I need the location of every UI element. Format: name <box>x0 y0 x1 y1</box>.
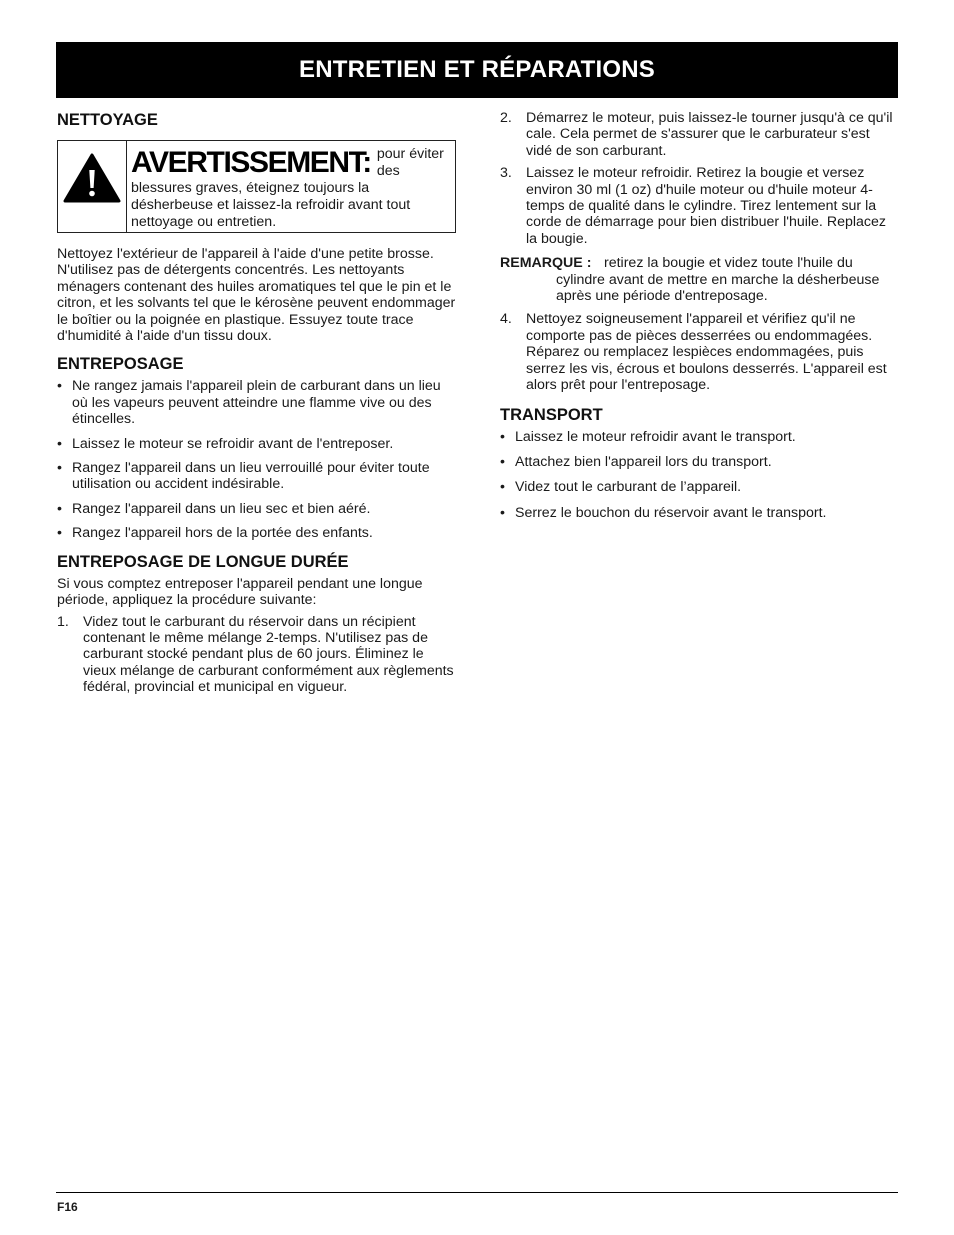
list-item: • Videz tout le carburant de l’appareil. <box>500 479 898 495</box>
footer-rule <box>56 1192 898 1193</box>
step-number: 3. <box>500 165 512 182</box>
step-number: 4. <box>500 311 512 328</box>
warning-text: pour éviter des blessures graves, éteignez toujours la désherbeuse et laissez-la refroidir avant tout nettoyage ou entretien. <box>131 146 444 230</box>
note-label: REMARQUE : <box>500 255 592 272</box>
warning-title: AVERTISSEMENT: <box>131 146 371 179</box>
section-banner <box>56 42 898 98</box>
list-item <box>500 311 898 393</box>
list-item: • Rangez l'appareil dans un lieu sec et bien aéré. <box>57 501 456 517</box>
list-item <box>500 165 898 247</box>
warning-icon-box <box>58 141 127 232</box>
warning-box <box>57 140 456 233</box>
list-item <box>500 110 898 159</box>
long-storage-heading: ENTREPOSAGE DE LONGUE DURÉE <box>57 552 349 571</box>
long-storage-intro: Si vous comptez entreposer l'appareil pendant une longue période, appliquez la procédure suivante: <box>57 575 423 609</box>
step-text: Videz tout le carburant du réservoir dans un récipient contenant le même mélange 2-temps. N'utilisez pas de carburant stocké pendant plus de 60 jours. Éliminez le vieux mélange de carburant conformément aux règlements fédéral, provincial et municipal en vigueur. <box>83 613 454 696</box>
long-storage-steps-right-2 <box>500 311 898 393</box>
banner-title: ENTRETIEN ET RÉPARATIONS <box>299 56 655 83</box>
transport-list <box>500 429 898 522</box>
page-number: F16 <box>57 1200 78 1214</box>
list-item: • Serrez le bouchon du réservoir avant le transport. <box>500 505 898 521</box>
note-text: retirez la bougie et videz toute l'huile du cylindre avant de mettre en marche la désherbeuse après une période d'entreposage. <box>556 255 880 305</box>
right-column <box>500 110 898 521</box>
note <box>500 255 898 304</box>
list-item: • Ne rangez jamais l'appareil plein de carburant dans un lieu où les vapeurs peuvent atteindre une flamme vive ou des étincelles. <box>57 378 456 427</box>
warning-triangle-icon <box>63 152 121 204</box>
step-text: Nettoyez soigneusement l'appareil et vérifiez qu'il ne comporte pas de pièces desserrées ou endommagées. Réparez ou remplacez lespièces endommagées, puis serrez les vis, écrous et boulons desserrés. L'appareil est alors prêt pour l'entreposage. <box>526 311 887 394</box>
left-column <box>57 110 456 696</box>
cleaning-heading: NETTOYAGE <box>57 111 158 129</box>
transport-heading: TRANSPORT <box>500 405 603 424</box>
storage-list <box>57 378 456 541</box>
step-text: Laissez le moteur refroidir. Retirez la bougie et versez environ 30 ml (1 oz) d'huile moteur ou d'huile moteur 4-temps de qualité dans le cylindre. Tirez lentement sur la corde de démarrage pour bien distribuer l'huile. Replacez la bougie. <box>526 165 886 247</box>
step-number: 2. <box>500 110 512 126</box>
list-item: • Attachez bien l'appareil lors du transport. <box>500 454 898 470</box>
long-storage-steps-right <box>500 110 898 247</box>
step-text: Démarrez le moteur, puis laissez-le tourner jusqu'à ce qu'il cale. Cela permet de s'assurer que le carburateur s'est vidé de son carburant. <box>526 110 893 159</box>
step-number: 1. <box>57 613 69 630</box>
warning-body <box>131 146 450 231</box>
cleaning-paragraph: Nettoyez l'extérieur de l'appareil à l'aide d'une petite brosse. N'utilisez pas de détergents concentrés. Les nettoyants ménagers contenant des huiles aromatiques tel que le pin et le citron, et les solvants tel que le kérosène peuvent endommager le boîtier ou la poignée en plastique. Essuyez toute trace d'humidité à l'aide d'un tissu doux. <box>57 246 456 345</box>
storage-heading: ENTREPOSAGE <box>57 355 184 374</box>
list-item: • Rangez l'appareil hors de la portée des enfants. <box>57 525 456 541</box>
list-item: • Laissez le moteur refroidir avant le transport. <box>500 429 898 445</box>
long-storage-steps-left <box>57 614 456 696</box>
list-item <box>57 614 456 696</box>
list-item: • Laissez le moteur se refroidir avant de l'entreposer. <box>57 436 456 452</box>
list-item: • Rangez l'appareil dans un lieu verrouillé pour éviter toute utilisation ou accident indésirable. <box>57 460 456 493</box>
